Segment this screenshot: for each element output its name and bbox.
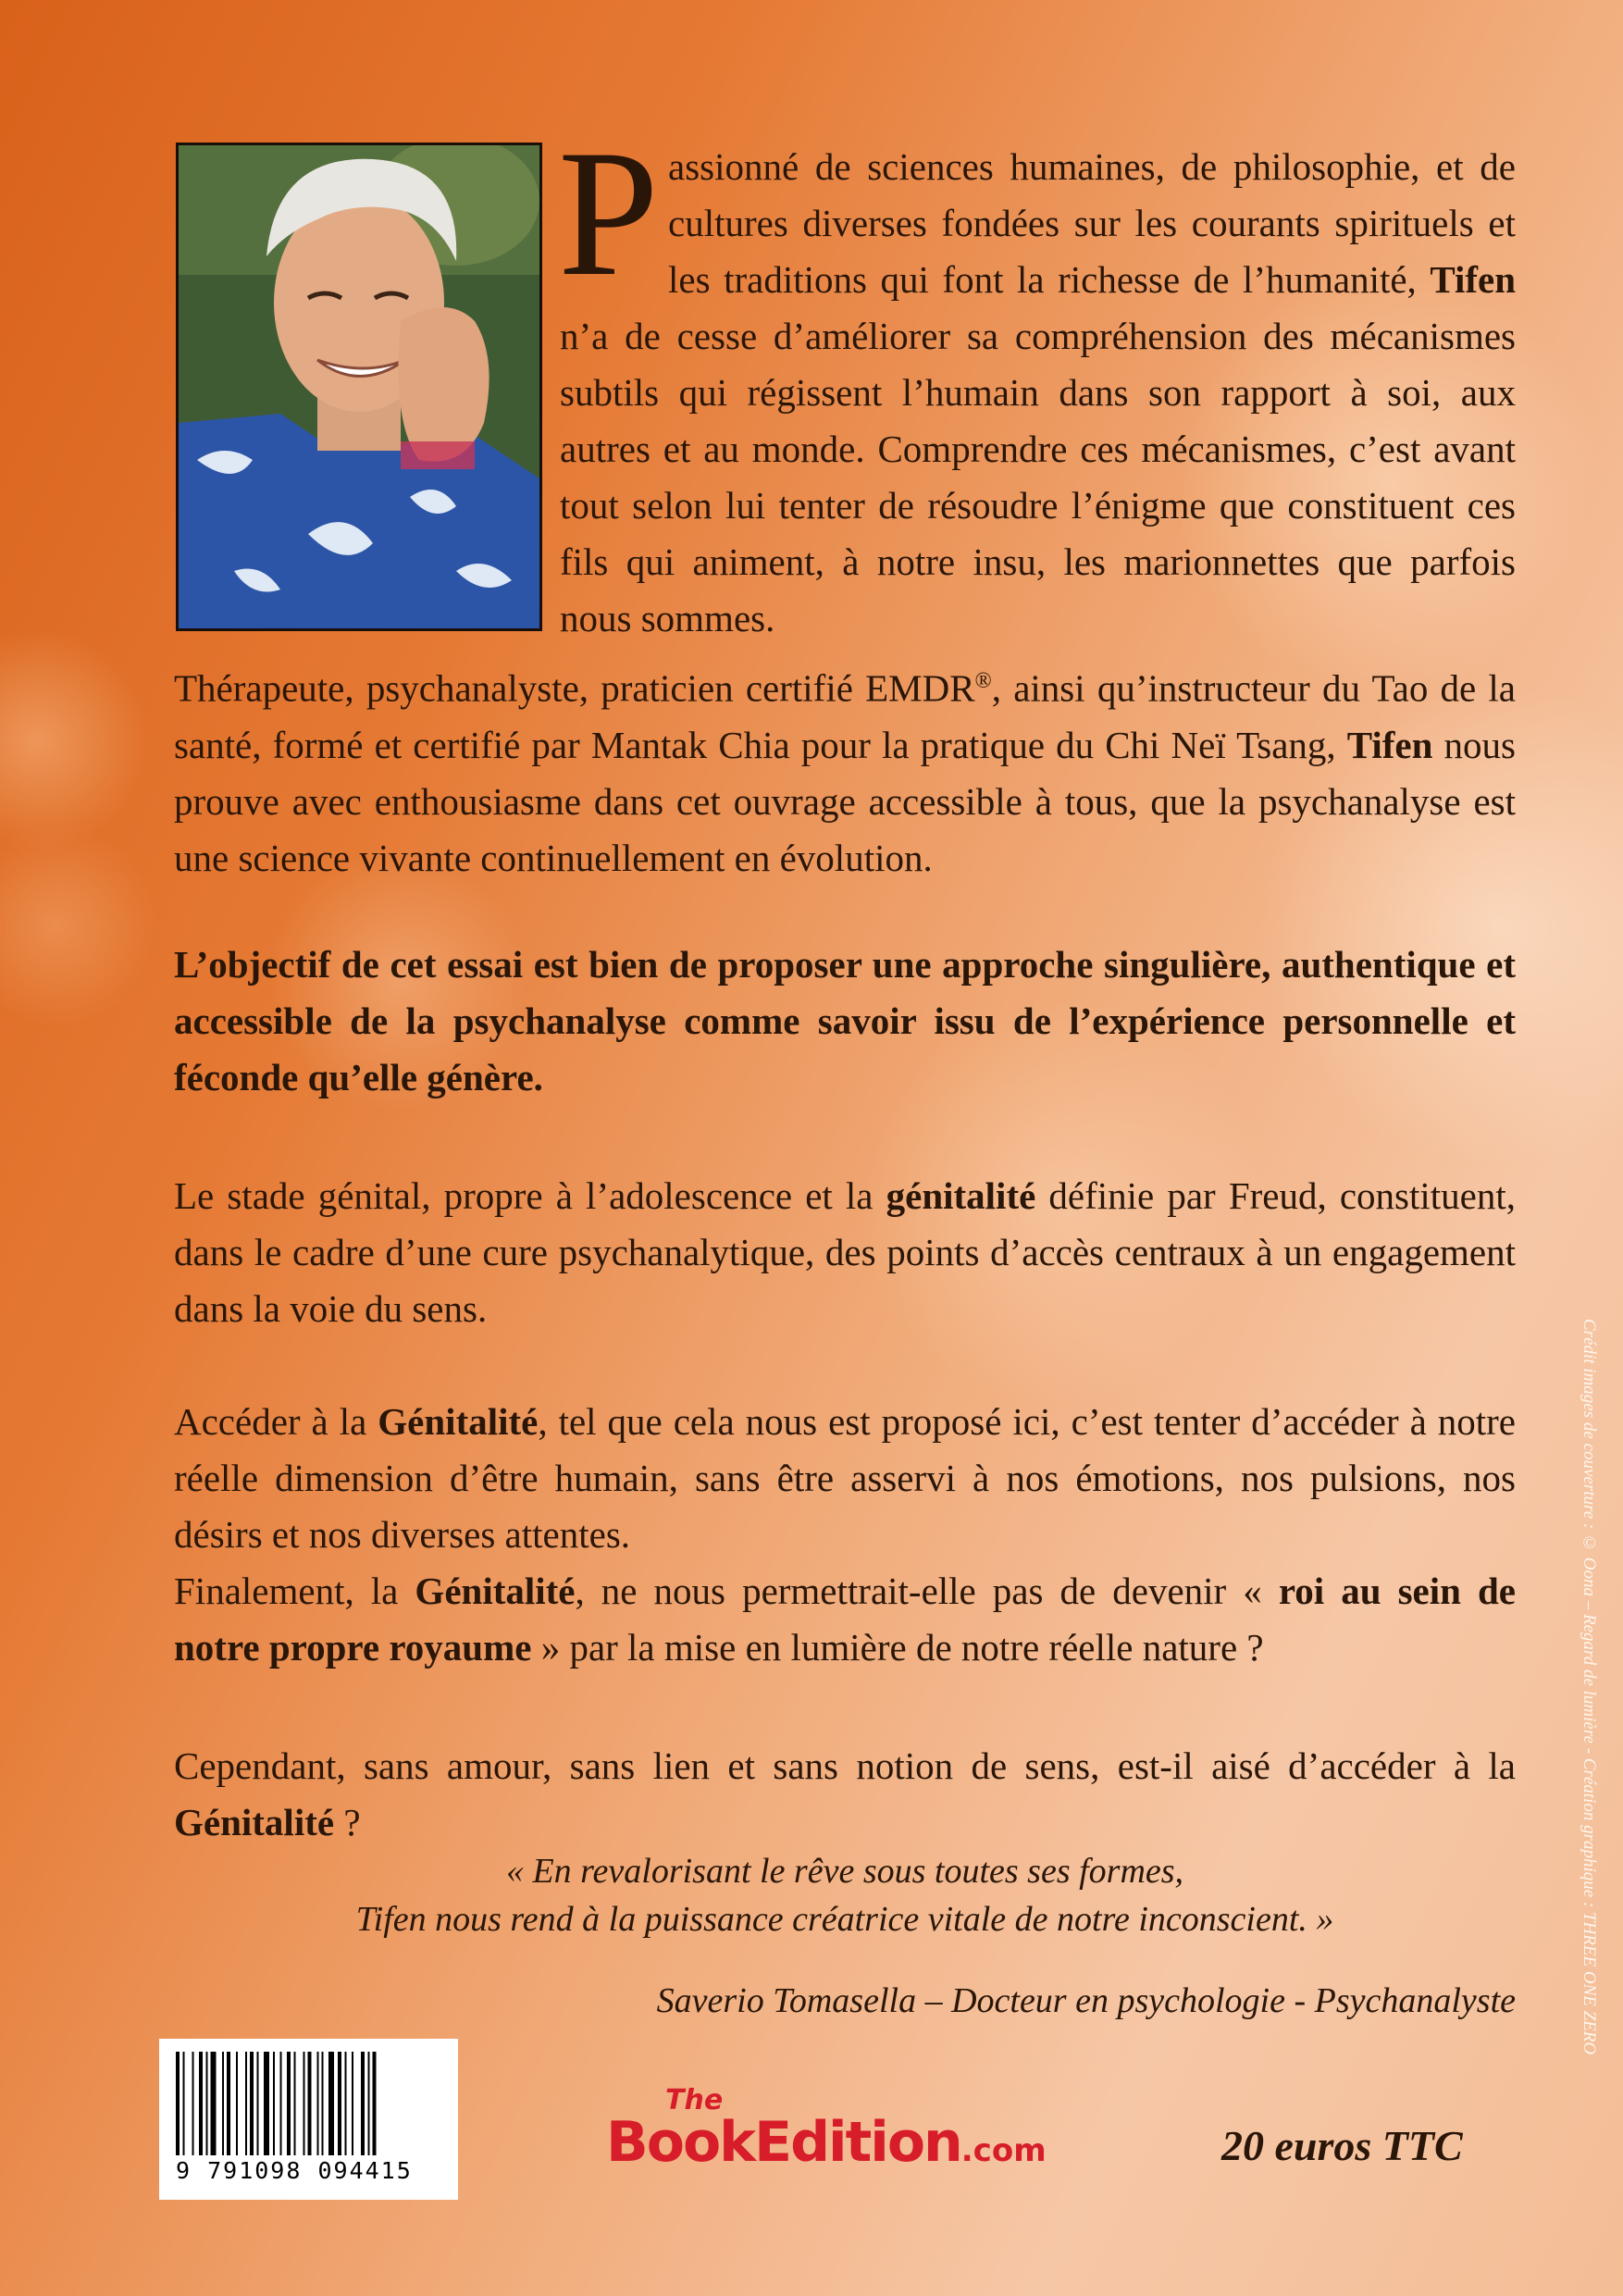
access-paragraph <box>174 1394 1516 1676</box>
barcode-bar <box>304 2052 305 2155</box>
acceder-text-3: Finalement, la <box>174 1570 415 1612</box>
price: 20 euros TTC <box>1221 2122 1463 2169</box>
author-name: Tifen <box>1430 258 1516 301</box>
quote-line-2: Tifen nous rend à la puissance créatrice vitale de notre inconscient. » <box>355 1900 1334 1939</box>
credentials-text-1: Thérapeute, psychanalyste, praticien certifié EMDR <box>174 666 975 710</box>
author-portrait-illustration <box>179 145 539 628</box>
cependant-bold: Génitalité <box>174 1801 335 1843</box>
question-paragraph <box>174 1738 1516 1851</box>
logo-the: The <box>665 2084 724 2116</box>
barcode-bar <box>368 2052 370 2155</box>
isbn-barcode <box>159 2039 458 2200</box>
barcode-digits: 9 791098 094415 <box>176 2157 413 2184</box>
logo-main <box>606 2110 1047 2175</box>
barcode-bar <box>257 2052 259 2155</box>
barcode-bar <box>250 2052 254 2155</box>
stade-bold: génitalité <box>886 1174 1036 1217</box>
barcode-bar <box>328 2052 334 2155</box>
barcode-bar <box>317 2052 319 2155</box>
cependant-text-2: ? <box>334 1801 361 1843</box>
acceder-bold-3: roi au sein de notre propre royaume <box>174 1570 1516 1669</box>
cependant-text-1: Cependant, sans amour, sans lien et sans notion de sens, est-il aisé d’accéder à la <box>174 1744 1516 1787</box>
quote-line-1: « En revalorisant le rêve sous toutes ses formes, <box>505 1852 1184 1891</box>
barcode-bar <box>245 2052 247 2155</box>
barcode-bar <box>264 2052 269 2155</box>
registered-mark: ® <box>974 669 992 693</box>
barcode-bar <box>294 2052 296 2155</box>
acceder-text-1: Accéder à la <box>174 1400 378 1443</box>
barcode-bar <box>361 2052 365 2155</box>
barcode-bar <box>236 2052 238 2155</box>
publisher-logo <box>606 2084 1106 2186</box>
objective-paragraph: L’objectif de cet essai est bien de proposer une approche singulière, authentique et accessible de la psychanalyse comme savoir issu de l’expérience personnelle et féconde qu’elle génère. <box>174 943 1516 1098</box>
barcode-bar <box>287 2052 291 2155</box>
acceder-bold-2: Génitalité <box>415 1570 576 1612</box>
barcode-bar <box>183 2052 185 2155</box>
acceder-bold-1: Génitalité <box>378 1400 539 1443</box>
credentials-text-3: nous prouve avec enthousiasme dans cet ouvrage accessible à tous, que la psychanalyse est une science vivante continuellement en évolution. <box>174 723 1516 879</box>
barcode-bar <box>373 2052 377 2155</box>
logo-com: .com <box>960 2132 1047 2169</box>
credentials-paragraph <box>174 653 1516 887</box>
intro-text-1: assionné de sciences humaines, de philosophie, et de cultures diverses fondées sur les courants spirituels et les traditions qui font la richesse de l’humanité, <box>668 145 1516 301</box>
barcode-bar <box>345 2052 347 2155</box>
intro-text-2: n’a de cesse d’améliorer sa compréhension des mécanismes subtils qui régissent l’humain dans son rapport à soi, aux autres et au monde. Comprendre ces mécanismes, c’est avant tout selon lui tenter de résoudre l’énigme que constituent ces fils qui animent, à notre insu, les marionnettes que parfois nous sommes. <box>560 315 1516 639</box>
logo-wordmark: BookEdition <box>606 2110 961 2175</box>
barcode-bar <box>308 2052 312 2155</box>
barcode-bar <box>176 2052 180 2155</box>
acceder-text-2: , tel que cela nous est proposé ici, c’est tenter d’accéder à notre réelle dimension d’être humain, sans être asservi à nos émotions, nos pulsions, nos désirs et nos diverses attentes. <box>174 1400 1516 1556</box>
barcode-bar <box>227 2052 230 2155</box>
barcode-bars <box>176 2052 441 2155</box>
author-name-2: Tifen <box>1346 723 1433 766</box>
endorsement-quote <box>174 1847 1516 1943</box>
stade-text-1: Le stade génital, propre à l’adolescence et la <box>174 1174 886 1217</box>
barcode-bar <box>273 2052 275 2155</box>
stade-text-2: définie par Freud, constituent, dans le cadre d’une cure psychanalytique, des points d’accès centraux à un engagement dans la voie du sens. <box>174 1174 1516 1330</box>
acceder-text-4: , ne nous permettrait-elle pas de devenir « <box>575 1570 1279 1612</box>
barcode-bar <box>280 2052 282 2155</box>
intro-paragraph <box>558 113 1516 647</box>
acceder-text-5: » par la mise en lumière de notre réelle nature ? <box>531 1626 1264 1669</box>
barcode-bar <box>211 2052 217 2155</box>
barcode-bar <box>206 2052 208 2155</box>
image-credits: Crédit images de couverture : © Oona – Regard de lumière - Création graphique : THREE ONE ZERO <box>1580 1319 1599 2055</box>
barcode-bar <box>352 2052 353 2155</box>
barcode-bar <box>222 2052 224 2155</box>
genital-stage-paragraph <box>174 1168 1516 1337</box>
credentials-text-2: , ainsi qu’instructeur du Tao de la santé, formé et certifié par Mantak Chia pour la pratique du Chi Neï Tsang, <box>174 666 1516 766</box>
quote-signature: Saverio Tomasella – Docteur en psychologie - Psychanalyste <box>656 1981 1516 2020</box>
barcode-bar <box>199 2052 203 2155</box>
drop-cap: P <box>558 113 660 314</box>
barcode-bar <box>192 2052 194 2155</box>
author-photo <box>176 143 542 631</box>
barcode-bar <box>322 2052 324 2155</box>
barcode-bar <box>338 2052 341 2155</box>
